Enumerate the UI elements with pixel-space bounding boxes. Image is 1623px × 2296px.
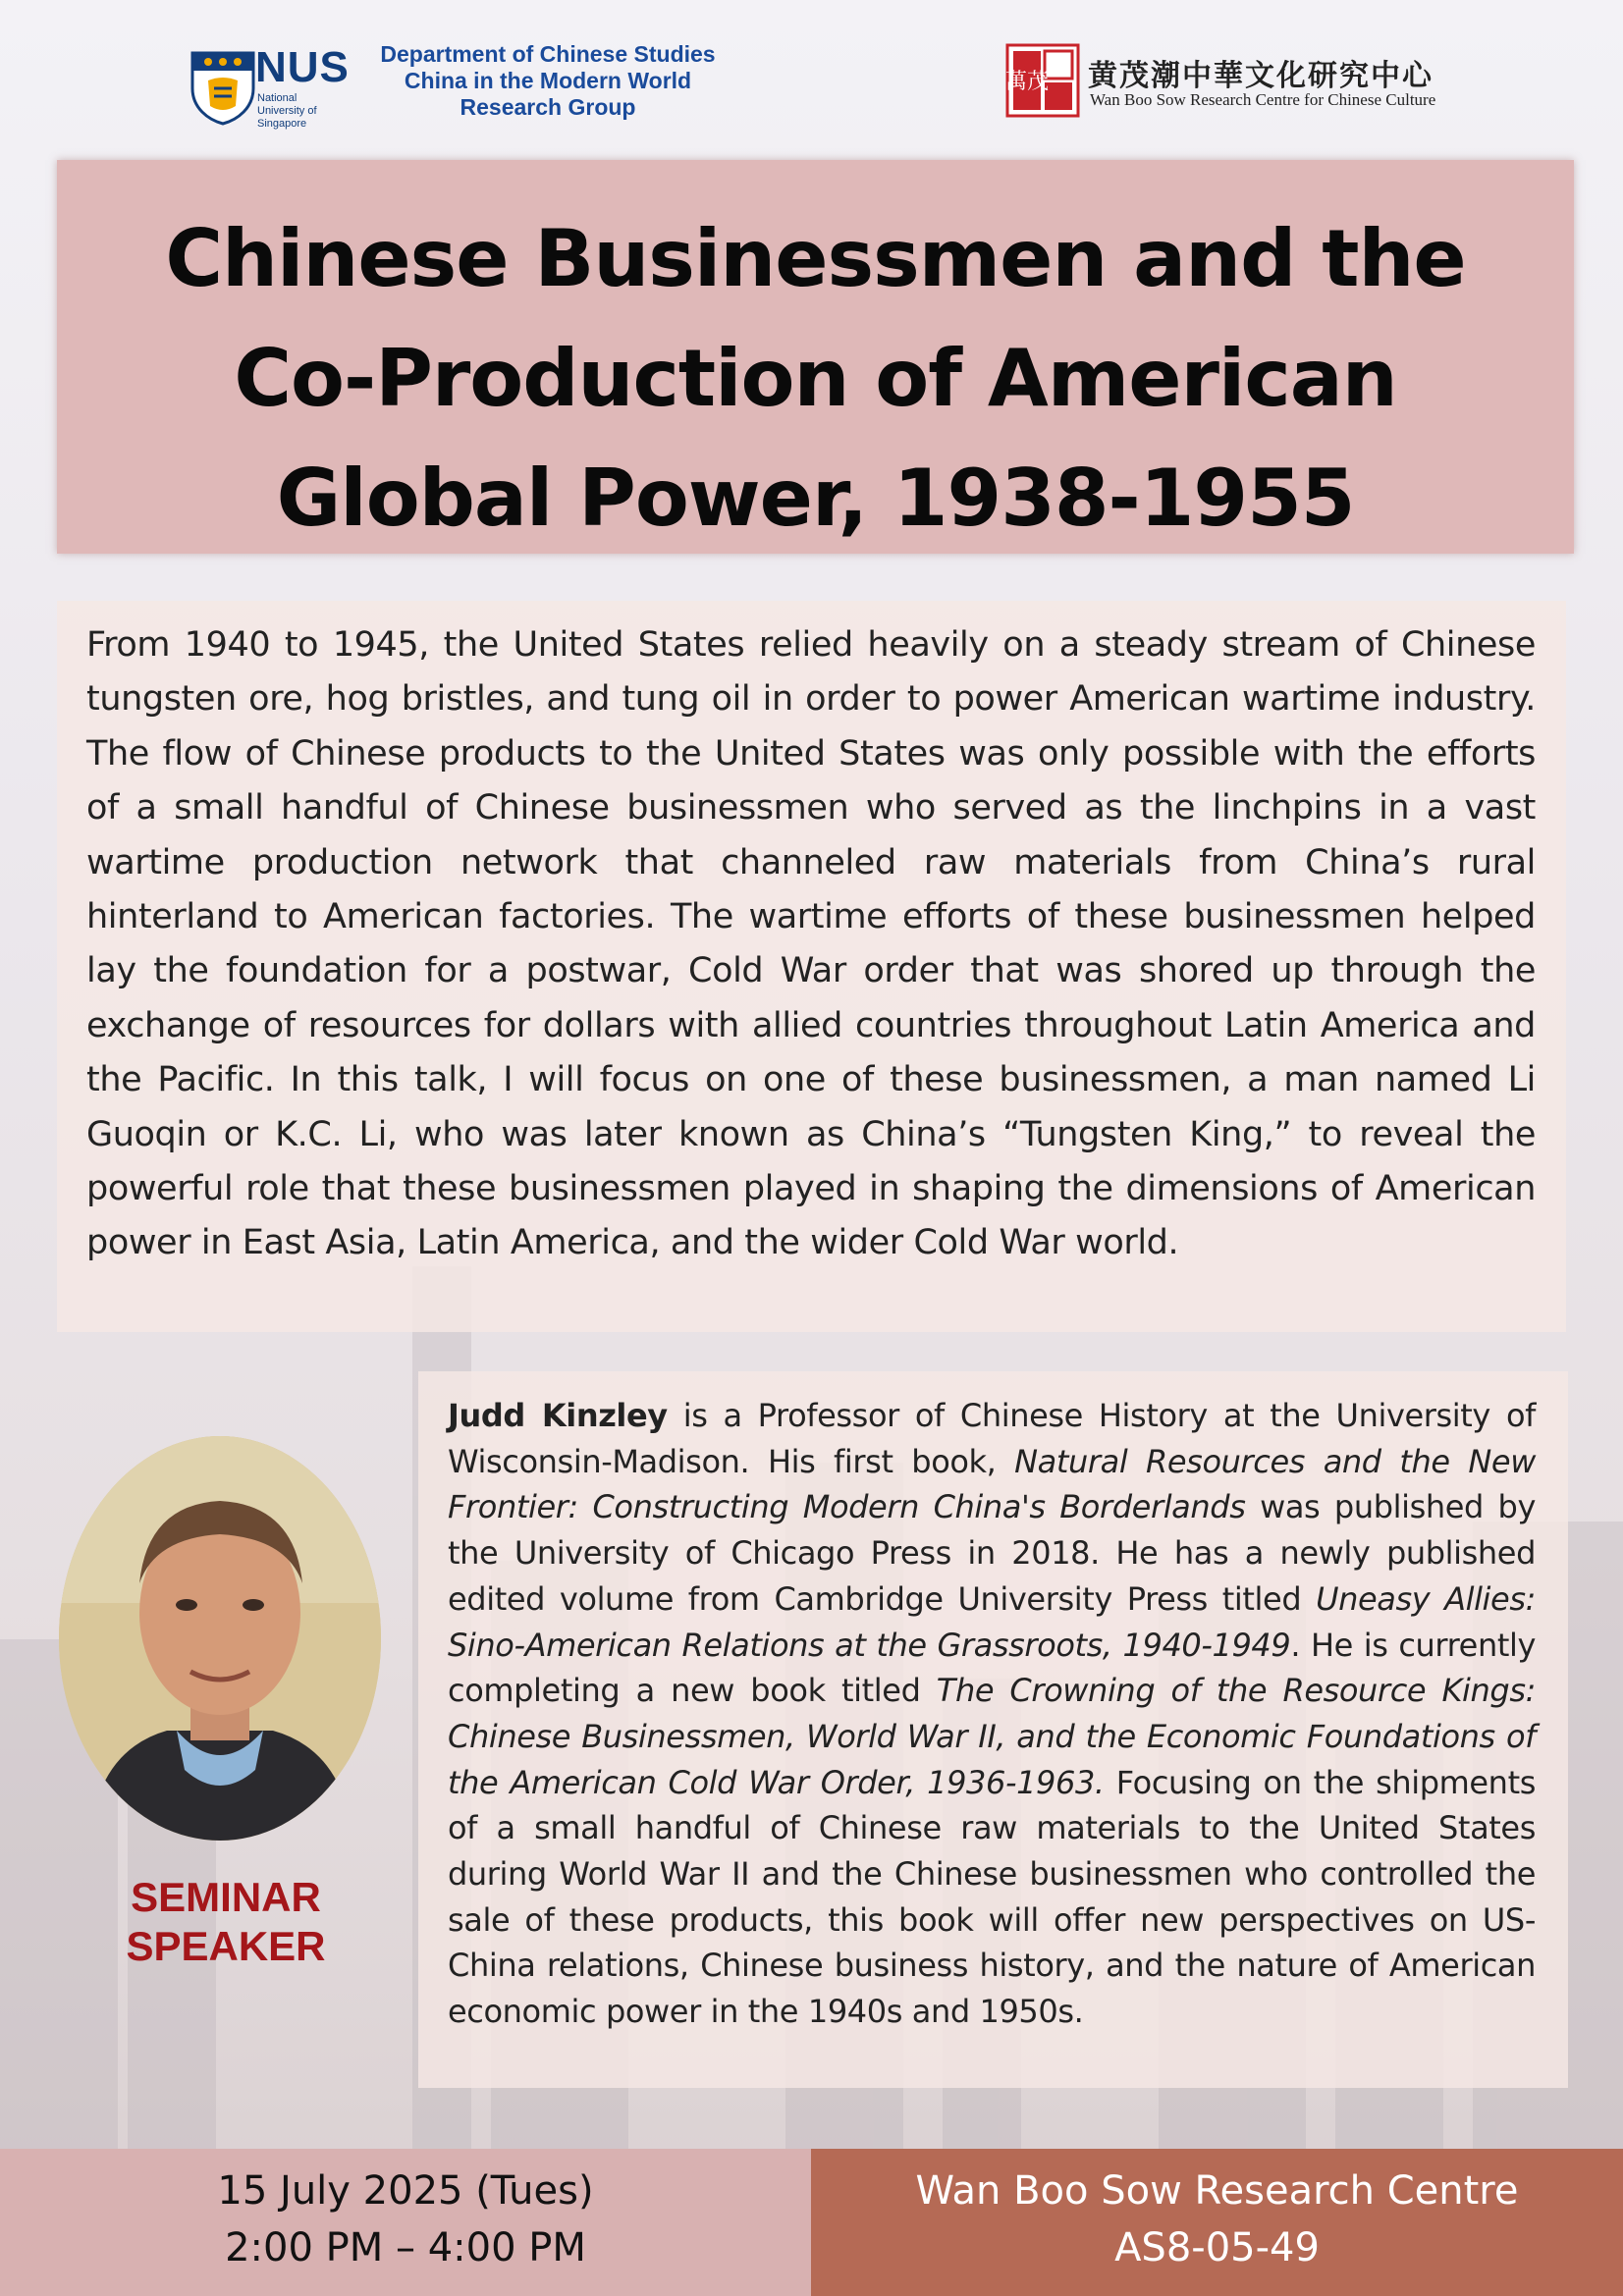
bio-panel bbox=[418, 1371, 1568, 2088]
nus-subtitle: National University of Singapore bbox=[257, 92, 317, 130]
seminar-speaker-label bbox=[88, 1873, 363, 1971]
department-line: Department of Chinese Studies bbox=[380, 41, 716, 67]
event-time: 2:00 PM – 4:00 PM bbox=[225, 2225, 586, 2270]
title-line: Global Power, 1938-1955 bbox=[276, 453, 1355, 544]
nus-crest-icon bbox=[189, 49, 257, 126]
event-date: 15 July 2025 (Tues) bbox=[217, 2168, 594, 2214]
bio-text: was published by the University of Chicago Press in 2018. He has a newly published edited volume from Cambridge University Press titled bbox=[448, 1488, 1536, 1618]
seal-text: 萬茂 bbox=[1005, 70, 1050, 94]
event-venue: Wan Boo Sow Research Centre bbox=[915, 2168, 1519, 2214]
speaker-label-line: SEMINAR bbox=[131, 1874, 321, 1920]
title-line: Co-Production of American bbox=[234, 333, 1397, 424]
bio-text: Focusing on the shipments of a small handful of Chinese raw materials to the United States during World War II and the Chinese businessmen who controlled the sale of these products, this book will offer new perspectives on US-China relations, Chinese business history, and the nature of American economic power in the 1940s and 1950s. bbox=[448, 1763, 1536, 2031]
speaker-portrait bbox=[59, 1436, 381, 1841]
speaker-photo bbox=[59, 1436, 381, 1841]
page-title bbox=[57, 199, 1574, 559]
red-seal-logo bbox=[1005, 43, 1080, 118]
bio-text: is a Professor of Chinese History at the University of Wisconsin-Madison. His first book, bbox=[448, 1397, 1536, 1480]
bio-text: . He is currently completing a new book titled bbox=[448, 1626, 1537, 1710]
title-banner bbox=[57, 160, 1574, 554]
speaker-label-line: SPEAKER bbox=[126, 1923, 326, 1969]
header bbox=[0, 0, 1623, 147]
department-line: Research Group bbox=[460, 94, 636, 120]
department-name bbox=[371, 41, 725, 121]
date-time-panel bbox=[0, 2149, 811, 2296]
book-title: Natural Resources and the New Frontier: Constructing Modern China's Borderlands bbox=[448, 1442, 1536, 1526]
speaker-bio bbox=[448, 1393, 1536, 2035]
centre-chinese-name: 黄茂潮中華文化研究中心 bbox=[1088, 59, 1434, 93]
nus-wordmark: NUS bbox=[255, 43, 350, 91]
abstract-panel bbox=[57, 601, 1566, 1332]
book-title: Uneasy Allies: Sino-American Relations at the Grassroots, 1940-1949 bbox=[448, 1579, 1536, 1664]
abstract-text: From 1940 to 1945, the United States relied heavily on a steady stream of Chinese tungsten ore, hog bristles, and tung oil in order to power American wartime industry. The flow of Chinese products to the United States was only possible with the efforts of a small handful of Chinese businessmen who served as the linchpins in a vast wartime production network that channeled raw materials from China’s rural hinterland to American factories. The wartime efforts of these businessmen helped lay the foundation for a postwar, Cold War order that was shored up through the exchange of resources for dollars with allied countries throughout Latin America and the Pacific. In this talk, I will focus on one of these businessmen, a man named Li Guoqin or K.C. Li, who was later known as China’s “Tungsten King,” to reveal the powerful role that these businessmen played in shaping the dimensions of American power in East Asia, Latin America, and the wider Cold War world. bbox=[86, 625, 1536, 1263]
book-title: The Crowning of the Resource Kings: Chinese Businessmen, World War II, and the Economic Foundations of the American Cold War Order, 1936-1963. bbox=[448, 1672, 1536, 1801]
venue-panel bbox=[811, 2149, 1623, 2296]
department-line: China in the Modern World bbox=[404, 68, 692, 93]
centre-english-name: Wan Boo Sow Research Centre for Chinese Culture bbox=[1090, 90, 1436, 109]
title-line: Chinese Businessmen and the bbox=[165, 213, 1466, 304]
speaker-name: Judd Kinzley bbox=[448, 1397, 668, 1434]
event-room: AS8-05-49 bbox=[1114, 2225, 1320, 2270]
